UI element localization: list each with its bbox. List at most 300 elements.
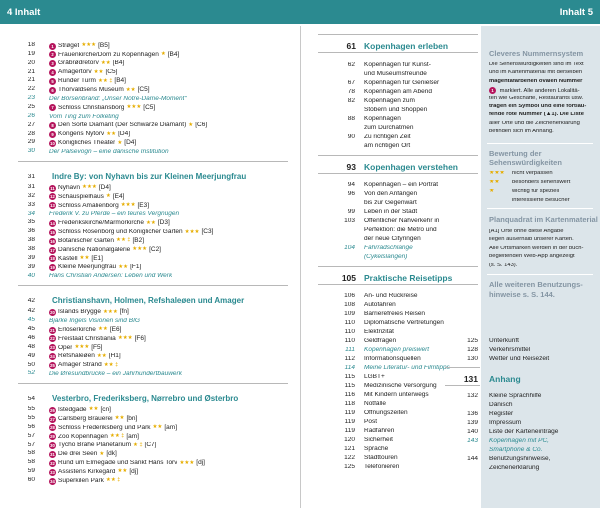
toc-page-number: 45 [27, 326, 35, 333]
section-rule [318, 266, 478, 267]
sight-number-badge: 7 [49, 104, 56, 111]
sight-number-badge: 1 [489, 87, 496, 94]
toc-page-number: 31 [27, 184, 35, 191]
toc-entry-label: Autofahren [364, 302, 396, 308]
toc-entry-label: Gråbrødretorv [58, 60, 99, 67]
toc-page-number: 67 [347, 80, 355, 86]
rating-stars: ★★★ [184, 228, 200, 235]
toc-entry-label: und Museumsfreunde [364, 71, 427, 77]
rating-stars: ★ [117, 139, 123, 146]
rating-stars: ★★ [125, 86, 136, 93]
toc-entry-label: Die drei Seen [58, 451, 98, 458]
toc-entry-label: Dänische Nationalgalerie [58, 246, 131, 253]
rating-stars: ★ ‡ [132, 441, 143, 448]
section-rule [445, 367, 480, 368]
toc-page-number: 52 [27, 370, 35, 377]
toc-page-number: 90 [347, 134, 355, 140]
map-grid-reference: [bn] [126, 415, 138, 422]
toc-entry-label: Kastell [58, 255, 78, 262]
toc-page-number: 25 [27, 103, 35, 110]
toc-page-number: 58 [27, 459, 35, 466]
toc-entry-label: Der Palsevogn – eine dänische Institution [49, 148, 169, 155]
toc-page-number: 106 [344, 293, 355, 299]
toc-page-number: 110 [344, 338, 355, 344]
sight-number-badge: 6 [49, 87, 56, 94]
toc-page-number: 88 [347, 116, 355, 122]
toc-entry-label: (Cykelslangen) [364, 254, 408, 260]
sight-number-badge: 22 [50, 336, 55, 342]
toc-page-number: 26 [27, 112, 35, 119]
toc-entry [49, 308, 295, 316]
toc-entry [49, 362, 295, 370]
toc-entry [49, 95, 295, 103]
toc-page-number: 116 [344, 392, 355, 398]
map-grid-reference: [H1] [108, 352, 121, 360]
toc-page-number: 108 [344, 302, 355, 308]
toc-page-number: 96 [347, 191, 355, 197]
map-grid-reference: [F6] [134, 334, 146, 342]
rating-stars: ★★ ‡ [109, 433, 125, 439]
sight-number-badge: 24 [50, 354, 55, 360]
rating-stars: ★ [99, 450, 105, 457]
toc-page-number: 60 [27, 477, 35, 483]
sidebar-intro-line: Die Sehenswürdigkeiten sind im Text [489, 62, 584, 67]
toc-page-number: 50 [27, 361, 35, 368]
rating-stars: ★★ [100, 59, 111, 66]
toc-entry-label: der neue Cityringen [364, 236, 421, 242]
toc-page-number: 120 [344, 437, 355, 443]
rating-stars: ★★ ‡ [103, 361, 119, 368]
rating-stars: ★★ [93, 68, 104, 75]
toc-entry [49, 433, 295, 441]
toc-entry [49, 317, 295, 325]
toc-entry-label: Schloss Frederiksberg und Park [58, 424, 151, 431]
toc-entry-label: Medizinische Versorgung [364, 383, 437, 389]
toc-page-number: 18 [27, 42, 35, 48]
toc-entry-label: Den Sorte Diamant (Der Schwarze Diamant) [58, 122, 187, 129]
toc-entry [49, 468, 295, 476]
toc-entry-label: Smartphone & Co. [489, 447, 543, 453]
toc-entry-label: Kopenhagen [364, 116, 401, 122]
toc-page-number: 136 [467, 411, 478, 417]
map-grid-reference: [C7] [144, 441, 157, 449]
section-rule [445, 385, 480, 386]
page-header [0, 0, 600, 24]
toc-entry-label: Frederikskirche/Marmorkirche [58, 220, 144, 227]
map-grid-reference: [E3] [137, 201, 150, 209]
sidebar-intro-line: ten wie Geschäfte, Restaurants usw. [489, 95, 584, 101]
toc-page-number: 104 [344, 245, 355, 251]
toc-entry-label: Kopenhagen – ein Porträt [364, 182, 439, 188]
toc-entry-label: Freistaat Christiania [58, 335, 116, 342]
toc-page-number: 39 [27, 254, 35, 261]
toc-entry [49, 104, 295, 112]
sight-number-badge: 8 [49, 122, 56, 129]
toc-entry-label: Perfektion: die Metro und [364, 227, 437, 233]
toc-page-number: 34 [27, 210, 35, 217]
map-grid-reference: [B4] [167, 50, 180, 58]
toc-page-number: 38 [27, 246, 35, 252]
toc-entry [49, 122, 295, 130]
toc-entry-label: am richtigen Ort [364, 143, 411, 149]
toc-entry [49, 255, 295, 263]
toc-entry [49, 353, 295, 361]
toc-entry-label: Benutzungshinweise, [489, 456, 551, 462]
toc-entry [49, 184, 295, 192]
sight-number-badge: 23 [50, 345, 55, 351]
section-rule [18, 161, 288, 162]
toc-entry [49, 326, 295, 334]
toc-entry-label: Schloss Amalienborg [58, 202, 119, 209]
sidebar-grid-line: (s. S. 143). [489, 262, 518, 268]
map-grid-reference: [B2] [132, 237, 145, 244]
map-grid-reference: [am] [164, 423, 178, 431]
toc-page-number: 42 [27, 298, 35, 305]
toc-entry-label: Sicherheit [364, 437, 393, 443]
section-rule [18, 383, 288, 384]
map-grid-reference: [am] [126, 432, 139, 440]
rating-stars: ★★ [145, 219, 156, 226]
toc-entry [49, 415, 295, 423]
map-grid-reference: [dj] [196, 459, 205, 467]
toc-entry-label: Kleine Sprachhilfe [489, 393, 542, 399]
rating-stars: ★★ [97, 326, 108, 333]
map-grid-reference: [C5] [143, 103, 156, 111]
toc-entry-label: Impressum [489, 420, 522, 426]
sidebar-title-number-system: Cleveres Nummernsystem [489, 49, 584, 58]
toc-entry-label: Hans Christian Andersen: Leben und Werk [49, 273, 173, 280]
toc-page-number: 56 [27, 423, 35, 430]
sight-number-badge: 32 [50, 460, 55, 466]
toc-page-number: 125 [344, 464, 355, 470]
toc-entry-label: Post [364, 419, 378, 425]
toc-page-number: 105 [341, 274, 356, 283]
toc-page-number: 49 [27, 352, 35, 359]
rating-stars: ★★ [96, 352, 107, 359]
toc-entry-label: Der Börsenbrand: „Unser Notre-Dame-Moment“ [49, 95, 187, 102]
rating-stars: ★ [160, 51, 166, 58]
rating-stars: ★ [105, 193, 111, 200]
sight-number-badge: 9 [49, 131, 56, 138]
toc-entry-label: Register [489, 411, 514, 417]
sidebar-title-usage: hinweise s. S. 144. [489, 290, 555, 299]
sight-number-badge: 20 [50, 309, 55, 315]
toc-section-heading: Praktische Reisetipps [364, 274, 453, 283]
toc-page-number: 78 [347, 89, 355, 95]
rating-stars: ★★ [489, 180, 500, 185]
sight-number-badge: 11 [50, 185, 55, 191]
toc-entry [49, 219, 295, 227]
toc-page-number: 109 [344, 311, 355, 317]
sidebar-intro-line: tragen ein Symbol und eine fortlau- [489, 104, 587, 109]
toc-entry [49, 60, 295, 68]
sidebar-grid-line: [A1] Orte ohne diese Angabe [489, 229, 564, 234]
toc-entry-label: Superkilen Park [58, 477, 104, 484]
center-divider [300, 26, 301, 508]
rating-description: besonders sehenswert [512, 180, 571, 185]
toc-entry [49, 139, 295, 147]
toc-entry-label: Schauspielhaus [58, 193, 104, 200]
toc-page-number: 21 [27, 68, 35, 75]
toc-page-number: 99 [347, 209, 355, 215]
map-grid-reference: [cn] [100, 406, 111, 413]
toc-entry [49, 148, 295, 156]
toc-page-number: 23 [27, 95, 35, 102]
section-rule [18, 285, 288, 286]
toc-entry-label: Stöbern und Shoppen [364, 107, 428, 113]
toc-entry [49, 370, 295, 378]
toc-entry [49, 51, 295, 59]
toc-entry-label: Frauenkirche/Dom zu Kopenhagen [58, 51, 159, 58]
toc-page-number: 55 [27, 406, 35, 413]
toc-entry-label: Von den Anfängen [364, 191, 418, 197]
toc-page-number: 42 [27, 308, 35, 315]
toc-entry-label: Diplomatische Vertretungen [364, 320, 444, 326]
map-grid-reference: [F1] [130, 263, 142, 271]
sidebar-intro-line: fende rote Nummer (▲1). Die Liste [489, 112, 584, 118]
toc-entry [49, 113, 295, 121]
toc-entry-label: Zu richtigen Zeit [364, 134, 411, 140]
toc-page-number: 22 [27, 86, 35, 93]
toc-entry-label: Frederik V. zu Pferde – ein teures Vergnügen [49, 211, 180, 218]
toc-entry-label: Islands Brygge [58, 309, 101, 316]
toc-entry-label: Unterkunft [489, 338, 519, 344]
toc-page-number: 57 [27, 432, 35, 439]
toc-entry [49, 131, 295, 139]
section-rule [318, 173, 478, 174]
toc-page-number: 111 [345, 347, 355, 353]
toc-entry-label: Nyhavn [58, 184, 81, 191]
rating-description: wichtig für speziell [512, 189, 560, 194]
toc-entry-label: An- und Rückreise [364, 293, 418, 299]
toc-entry [49, 237, 295, 245]
toc-entry [49, 86, 295, 94]
toc-entry [49, 193, 295, 201]
sight-number-badge: 34 [50, 478, 55, 484]
toc-entry-label: Liste der Karteneinträge [489, 429, 559, 435]
toc-page-number: 21 [27, 77, 35, 84]
toc-entry [49, 69, 295, 77]
toc-entry [49, 442, 295, 450]
toc-entry-label: Kopenhagen mit PC, [489, 438, 549, 444]
toc-entry-label: Kopenhagen preiswert [364, 347, 430, 353]
toc-entry-label: Kleine Meerjungfrau [58, 264, 117, 271]
toc-entry-label: Notfälle [364, 401, 387, 407]
toc-page-number: 131 [463, 375, 478, 384]
toc-page-number: 48 [27, 343, 35, 350]
toc-page-number: 28 [27, 130, 35, 137]
sight-number-badge: 3 [49, 60, 56, 67]
toc-entry-label: Öffnungszeiten [364, 410, 408, 416]
sidebar-grid-line: liegen außerhalb unserer Karten. [489, 237, 574, 243]
section-rule [318, 34, 478, 35]
toc-page-number: 139 [467, 420, 478, 426]
sight-number-badge: 13 [50, 203, 55, 209]
toc-page-number: 143 [467, 438, 478, 444]
sight-number-badge: 4 [49, 69, 56, 76]
section-rule [318, 155, 478, 156]
toc-page-number: 128 [467, 347, 478, 353]
toc-section-heading: Christianshavn, Holmen, Refshaleøen und Amager [52, 297, 245, 306]
toc-entry-label: Leben in der Stadt [364, 209, 418, 215]
toc-page-number: 20 [27, 59, 35, 66]
toc-entry [49, 42, 295, 50]
rating-stars: ★★ [118, 263, 129, 270]
toc-page-number: 118 [344, 401, 355, 407]
map-grid-reference: [B4] [112, 59, 125, 67]
toc-page-number: 33 [27, 201, 35, 208]
toc-entry-label: Amager Strand [58, 362, 102, 369]
rating-description: interessierte Besucher [512, 198, 570, 203]
sight-number-badge: 27 [50, 416, 55, 422]
toc-entry-label: Runder Turm [58, 78, 96, 85]
toc-page-number: 38 [27, 237, 35, 244]
sidebar-title-rating: Bewertung der [489, 149, 542, 158]
rating-stars: ★★ ‡ [97, 77, 113, 84]
toc-entry [49, 211, 295, 219]
toc-page-number: 36 [27, 228, 35, 235]
toc-entry-label: Istedgade [58, 406, 87, 413]
toc-entry-label: Refshaleøen [58, 353, 95, 360]
sight-number-badge: 29 [50, 434, 55, 440]
rating-stars: ★★ [117, 468, 128, 475]
rating-stars: ★★★ [120, 202, 136, 208]
toc-entry-label: Öffentlicher Nahverkehr in [364, 218, 440, 224]
sidebar-intro-line: und im Kartenmaterial mit derselben [489, 70, 583, 76]
sight-number-badge: 15 [50, 229, 55, 235]
toc-section-heading: Indre By: von Nyhavn bis zur Kleinen Meerjungfrau [52, 173, 247, 182]
map-grid-reference: [fn] [119, 308, 129, 316]
rating-stars: ★★★ [132, 246, 148, 253]
toc-page-number: 30 [27, 148, 35, 155]
toc-page-number: 45 [27, 317, 35, 324]
map-grid-reference: [dj] [129, 468, 138, 475]
toc-page-number: 94 [347, 182, 355, 188]
toc-page-number: 114 [344, 365, 355, 371]
toc-entry [49, 335, 295, 343]
toc-entry [49, 406, 295, 414]
toc-page-number: 54 [27, 396, 35, 403]
toc-entry-label: Kopenhagen am Abend [364, 89, 432, 95]
map-grid-reference: [C2] [149, 246, 161, 253]
toc-page-number: 61 [346, 42, 356, 51]
toc-page-number: 35 [27, 219, 35, 226]
map-grid-reference: [B5] [98, 42, 110, 49]
left-page-header: 4 Inhalt [7, 7, 41, 18]
toc-entry-label: Elektrizität [364, 329, 394, 335]
toc-entry-label: Verkehrsmittel [489, 347, 531, 353]
sight-number-badge: 2 [49, 51, 56, 58]
toc-page-number: 140 [467, 429, 478, 435]
sidebar-intro-line: aller Orte und die Zeichenerklärung [489, 120, 580, 126]
section-rule [318, 284, 478, 285]
toc-entry-label: Kopenhagen für Genießer [364, 80, 440, 86]
rating-stars: ★★★ [103, 308, 118, 315]
rating-stars: ★★★ [74, 344, 90, 351]
toc-entry-label: Barrierefreies Reisen [364, 311, 426, 317]
toc-page-number: 39 [27, 263, 35, 270]
toc-page-number: 46 [27, 334, 35, 341]
toc-entry [49, 477, 295, 485]
toc-entry-label: Bjarke Ingels Visionen sind BIG [49, 318, 140, 324]
toc-page-number: 125 [467, 338, 478, 344]
toc-entry-label: Meine Literatur- und Filmtipps [364, 365, 450, 371]
toc-page-number: 110 [344, 320, 355, 326]
toc-entry-label: Zeichenerklärung [489, 465, 540, 471]
right-page-header: Inhalt 5 [559, 7, 593, 18]
toc-entry-label: Kopenhagen für Kunst- [364, 62, 431, 68]
sidebar-rule [487, 208, 593, 209]
rating-stars: ★★★ [179, 459, 195, 466]
sight-number-badge: 19 [50, 265, 55, 271]
toc-page-number: 119 [344, 419, 355, 425]
sight-number-badge: 16 [50, 238, 55, 244]
rating-stars: ★★ [88, 406, 99, 413]
rating-stars: ★★ [152, 424, 163, 431]
toc-entry [49, 459, 295, 467]
sidebar-rule [487, 143, 593, 144]
toc-entry-label: Rund um Elmegade und Sankt Hans Torv [58, 460, 178, 467]
rating-stars: ★★ ‡ [105, 477, 121, 484]
toc-entry [49, 273, 295, 281]
rating-stars: ★★ [114, 415, 125, 422]
toc-page-number: 93 [346, 163, 356, 172]
toc-page-number: 132 [467, 393, 478, 399]
toc-page-number: 27 [27, 121, 35, 128]
toc-entry-label: Die Øresundbrücke – ein Jahrhundertbauwerk [49, 371, 182, 378]
map-grid-reference: [B4] [114, 77, 126, 85]
sight-number-badge: 1 [49, 43, 56, 50]
toc-page-number: 40 [27, 272, 35, 279]
map-grid-reference: [C5] [105, 68, 118, 76]
toc-entry-label: Dänisch [489, 402, 513, 408]
toc-section-heading: Anhang [489, 375, 521, 384]
sight-number-badge: 30 [50, 443, 55, 449]
sight-number-badge: 31 [50, 451, 55, 457]
rating-stars: ★★★ [81, 42, 97, 49]
section-rule [318, 52, 478, 53]
toc-entry [49, 202, 295, 210]
toc-page-number: 32 [27, 192, 35, 199]
map-grid-reference: [D4] [98, 184, 111, 191]
toc-page-number: 57 [27, 441, 35, 448]
toc-entry [49, 246, 295, 254]
toc-entry-label: Vom Ting zum Folketing [49, 113, 119, 120]
map-grid-reference: [F5] [91, 343, 103, 351]
toc-entry-label: Stadttouren [364, 455, 398, 461]
toc-page-number: 31 [27, 174, 35, 181]
toc-entry-label: Tycho Brahe Planetarium [58, 442, 131, 449]
toc-page-number: 122 [344, 455, 355, 461]
toc-entry-label: Telefonieren [364, 464, 400, 470]
toc-page-number: 110 [344, 329, 355, 335]
sidebar-title-usage: Alle weiteren Benutzungs- [489, 280, 583, 289]
map-grid-reference: [D4] [118, 130, 131, 138]
sight-number-badge: 5 [49, 78, 56, 85]
sidebar-intro-text: markiert. Alle anderen Lokalitä- [498, 88, 580, 95]
toc-section-heading: Vesterbro, Frederiksberg, Nørrebro und Østerbro [52, 395, 239, 404]
toc-entry [49, 450, 295, 458]
toc-section-heading: Kopenhagen erleben [364, 42, 449, 51]
map-grid-reference: [D3] [157, 219, 170, 227]
sidebar-intro-line: magentafarbenen ovalen Nummer [489, 78, 583, 84]
toc-entry-label: Mit Kindern unterwegs [364, 392, 429, 398]
map-grid-reference: [C5] [137, 86, 150, 93]
toc-entry-label: Schloss Christiansborg [58, 104, 125, 111]
toc-page-number: 112 [344, 356, 355, 362]
rating-stars: ★★ ‡ [116, 237, 131, 244]
toc-entry-label: Kopenhagen zum [364, 98, 415, 104]
